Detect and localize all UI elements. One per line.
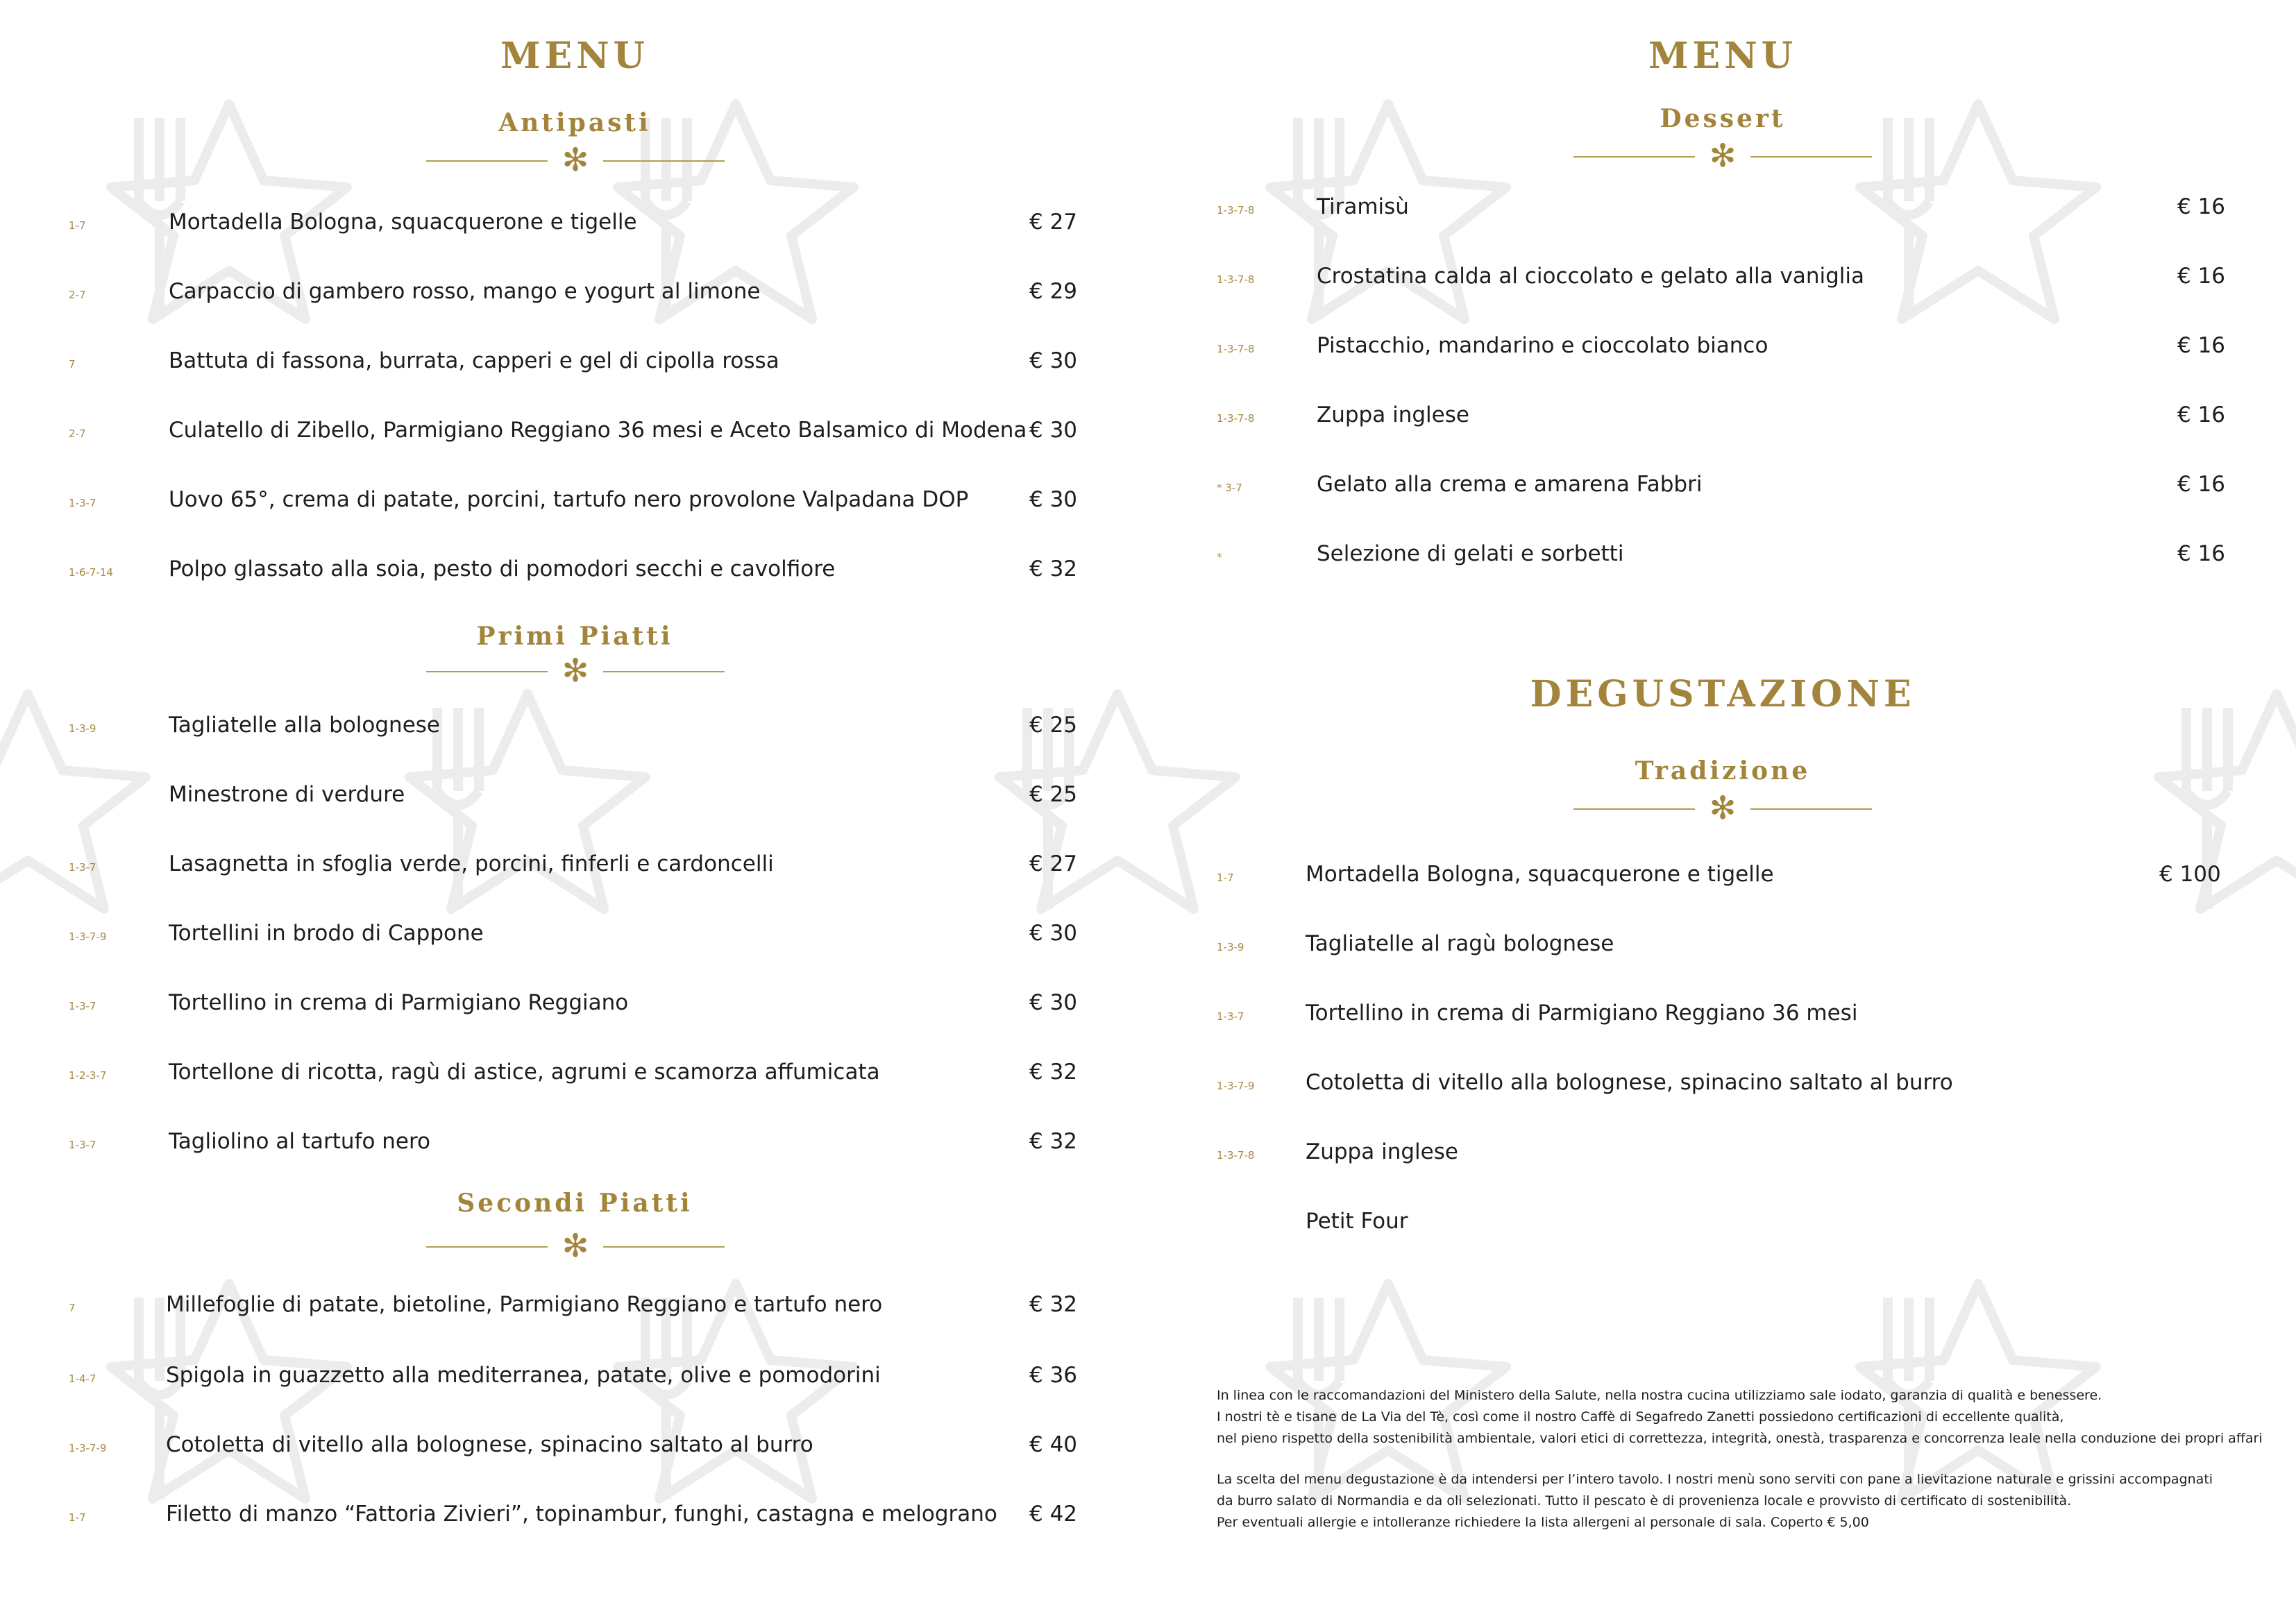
dish-name: Lasagnetta in sfoglia verde, porcini, finferli e cardoncelli bbox=[169, 851, 774, 876]
dessert-item-row bbox=[1217, 264, 2274, 298]
allergen-code: 1-3-7-8 bbox=[1217, 273, 1255, 286]
dish-name: Mortadella Bologna, squacquerone e tigelle bbox=[1306, 862, 1774, 887]
dish-name: Culatello di Zibello, Parmigiano Reggiano 36 mesi e Aceto Balsamico di Modena bbox=[169, 418, 1027, 443]
dish-price: € 40 bbox=[1029, 1432, 1078, 1457]
tasting-item-row bbox=[1217, 931, 2256, 966]
dish-price: € 32 bbox=[1029, 1060, 1078, 1085]
menu-item-row bbox=[69, 348, 1126, 383]
allergen-code: 1-3-7 bbox=[69, 861, 96, 874]
dish-name: Spigola in guazzetto alla mediterranea, patate, olive e pomodorini bbox=[166, 1363, 881, 1388]
dish-name: Polpo glassato alla soia, pesto di pomodori secchi e cavolfiore bbox=[169, 556, 836, 581]
dish-price: € 30 bbox=[1029, 990, 1078, 1015]
allergen-code: 1-3-7 bbox=[69, 1000, 96, 1012]
allergen-code: 1-3-9 bbox=[1217, 941, 1244, 953]
menu-item-row bbox=[69, 921, 1126, 955]
allergen-code: 1-3-7 bbox=[1217, 1010, 1244, 1023]
allergen-code: 1-3-7-8 bbox=[1217, 204, 1255, 216]
dish-name: Uovo 65°, crema di patate, porcini, tartufo nero provolone Valpadana DOP bbox=[169, 487, 969, 512]
dish-name: Pistacchio, mandarino e cioccolato bianco bbox=[1317, 333, 1769, 358]
dish-name: Selezione di gelati e sorbetti bbox=[1317, 541, 1624, 566]
dessert-item-row bbox=[1217, 472, 2274, 507]
dish-price: € 30 bbox=[1029, 348, 1078, 373]
allergen-code: 1-2-3-7 bbox=[69, 1069, 107, 1082]
dish-name: Tortellone di ricotta, ragù di astice, agrumi e scamorza affumicata bbox=[169, 1060, 880, 1085]
tasting-item-row bbox=[1217, 862, 2256, 897]
dish-price: € 16 bbox=[2177, 472, 2226, 497]
dish-price: € 16 bbox=[2177, 541, 2226, 566]
tasting-item-row bbox=[1217, 1070, 2256, 1105]
dish-name: Tagliatelle al ragù bolognese bbox=[1306, 931, 1614, 956]
allergen-code: * bbox=[1217, 551, 1222, 563]
note-line: I nostri tè e tisane de La Via del Tè, così come il nostro Caffè di Segafredo Zanetti possiedono certificazioni di eccellente qualità, bbox=[1217, 1409, 2064, 1425]
note-line: da burro salato di Normandia e da oli selezionati. Tutto il pescato è di provenienza locale e provvisto di certificato di sostenibilità. bbox=[1217, 1493, 2072, 1509]
menu-item-row bbox=[69, 713, 1126, 747]
dish-price: € 32 bbox=[1029, 556, 1078, 581]
menu-item-row bbox=[69, 1432, 1126, 1467]
dessert-item-row bbox=[1217, 333, 2274, 368]
dish-price: € 42 bbox=[1029, 1502, 1078, 1527]
dish-name: Tortellino in crema di Parmigiano Reggiano 36 mesi bbox=[1306, 1001, 1858, 1026]
menu-item-row bbox=[69, 487, 1126, 522]
watermark-fork-star-icon bbox=[2138, 680, 2296, 958]
section-title-primi: Primi Piatti bbox=[476, 622, 673, 651]
section-divider bbox=[426, 652, 725, 689]
footer-notes bbox=[1217, 1385, 2272, 1533]
menu-item-row bbox=[69, 1060, 1126, 1094]
dish-price: € 16 bbox=[2177, 264, 2226, 289]
dish-price: € 30 bbox=[1029, 487, 1078, 512]
dessert-item-row bbox=[1217, 194, 2274, 229]
menu-item-row bbox=[69, 556, 1126, 591]
dish-name: Minestrone di verdure bbox=[169, 782, 405, 807]
allergen-code: 1-3-7-8 bbox=[1217, 343, 1255, 355]
allergen-code: 1-6-7-14 bbox=[69, 566, 113, 579]
dish-price: € 25 bbox=[1029, 713, 1078, 738]
menu-item-row bbox=[69, 782, 1126, 817]
dish-price: € 16 bbox=[2177, 402, 2226, 427]
asterisk-ornament-icon: ✻ bbox=[562, 141, 589, 178]
allergen-code: 1-4-7 bbox=[69, 1373, 96, 1385]
dish-name: Crostatina calda al cioccolato e gelato alla vaniglia bbox=[1317, 264, 1864, 289]
dish-price: € 36 bbox=[1029, 1363, 1078, 1388]
allergen-code: 1-3-7-8 bbox=[1217, 1149, 1255, 1162]
dish-price: € 25 bbox=[1029, 782, 1078, 807]
allergen-code: 7 bbox=[69, 1302, 76, 1314]
dish-price: € 30 bbox=[1029, 418, 1078, 443]
dish-price: € 30 bbox=[1029, 921, 1078, 946]
note-line: In linea con le raccomandazioni del Ministero della Salute, nella nostra cucina utilizziamo sale iodato, garanzia di qualità e benessere. bbox=[1217, 1388, 2102, 1403]
dish-price: € 16 bbox=[2177, 333, 2226, 358]
left-menu-title: MENU bbox=[500, 35, 650, 77]
note-line: La scelta del menu degustazione è da intendersi per l’intero tavolo. I nostri menù sono serviti con pane a lievitazione naturale e grissini accompagnati bbox=[1217, 1472, 2213, 1487]
allergen-code: 2-7 bbox=[69, 427, 86, 440]
tasting-item-row bbox=[1217, 1139, 2256, 1174]
right-menu-title: MENU bbox=[1648, 35, 1798, 77]
menu-item-row bbox=[69, 1502, 1126, 1536]
dish-name: Tortellino in crema di Parmigiano Reggiano bbox=[169, 990, 629, 1015]
section-divider bbox=[1573, 137, 1872, 174]
asterisk-ornament-icon: ✻ bbox=[1709, 789, 1737, 826]
menu-item-row bbox=[69, 418, 1126, 452]
dish-price: € 16 bbox=[2177, 194, 2226, 219]
dish-name: Cotoletta di vitello alla bolognese, spinacino saltato al burro bbox=[166, 1432, 813, 1457]
dish-name: Tiramisù bbox=[1317, 194, 1409, 219]
tasting-item-row bbox=[1217, 1001, 2256, 1035]
note-line: Per eventuali allergie e intolleranze richiedere la lista allergeni al personale di sala. Coperto € 5,00 bbox=[1217, 1515, 1869, 1530]
menu-item-row bbox=[69, 210, 1126, 244]
dish-name: Tagliolino al tartufo nero bbox=[169, 1129, 431, 1154]
dish-name: Carpaccio di gambero rosso, mango e yogurt al limone bbox=[169, 279, 761, 304]
allergen-code: * 3-7 bbox=[1217, 482, 1242, 494]
dish-name: Battuta di fassona, burrata, capperi e gel di cipolla rossa bbox=[169, 348, 779, 373]
dish-price: € 100 bbox=[2159, 862, 2221, 887]
dish-price: € 32 bbox=[1029, 1292, 1078, 1317]
dish-name: Petit Four bbox=[1306, 1209, 1408, 1234]
menu-item-row bbox=[69, 990, 1126, 1025]
dish-name: Zuppa inglese bbox=[1306, 1139, 1458, 1164]
dish-price: € 27 bbox=[1029, 851, 1078, 876]
dessert-item-row bbox=[1217, 402, 2274, 437]
section-divider bbox=[426, 141, 725, 178]
section-title-secondi: Secondi Piatti bbox=[457, 1189, 693, 1218]
dish-name: Gelato alla crema e amarena Fabbri bbox=[1317, 472, 1703, 497]
degustazione-title: DEGUSTAZIONE bbox=[1530, 673, 1916, 715]
asterisk-ornament-icon: ✻ bbox=[562, 1227, 589, 1264]
dish-name: Millefoglie di patate, bietoline, Parmigiano Reggiano e tartufo nero bbox=[166, 1292, 883, 1317]
allergen-code: 1-3-9 bbox=[69, 722, 96, 735]
asterisk-ornament-icon: ✻ bbox=[562, 652, 589, 689]
menu-item-row bbox=[69, 1363, 1126, 1397]
tasting-item-row bbox=[1217, 1209, 2256, 1243]
dish-name: Tortellini in brodo di Cappone bbox=[169, 921, 484, 946]
menu-item-row bbox=[69, 279, 1126, 314]
dessert-item-row bbox=[1217, 541, 2274, 576]
menu-item-row bbox=[69, 1292, 1126, 1327]
section-title-tradizione: Tradizione bbox=[1635, 756, 1811, 785]
dish-name: Tagliatelle alla bolognese bbox=[169, 713, 440, 738]
allergen-code: 1-3-7-9 bbox=[1217, 1080, 1255, 1092]
allergen-code: 1-3-7 bbox=[69, 497, 96, 509]
allergen-code: 1-7 bbox=[69, 1511, 86, 1524]
note-line: nel pieno rispetto della sostenibilità ambientale, valori etici di correttezza, integrità, onestà, trasparenza e concorrenza leale nella conduzione dei propri affari bbox=[1217, 1431, 2263, 1446]
allergen-code: 1-3-7-9 bbox=[69, 1442, 107, 1454]
allergen-code: 1-7 bbox=[1217, 872, 1234, 884]
dish-name: Mortadella Bologna, squacquerone e tigelle bbox=[169, 210, 637, 235]
dish-price: € 29 bbox=[1029, 279, 1078, 304]
section-divider bbox=[426, 1227, 725, 1264]
dish-name: Zuppa inglese bbox=[1317, 402, 1469, 427]
section-title-dessert: Dessert bbox=[1660, 104, 1786, 133]
menu-item-row bbox=[69, 851, 1126, 886]
allergen-code: 1-3-7-9 bbox=[69, 931, 107, 943]
dish-price: € 27 bbox=[1029, 210, 1078, 235]
allergen-code: 2-7 bbox=[69, 289, 86, 301]
menu-item-row bbox=[69, 1129, 1126, 1164]
allergen-code: 1-7 bbox=[69, 219, 86, 232]
allergen-code: 1-3-7 bbox=[69, 1139, 96, 1151]
dish-name: Filetto di manzo “Fattoria Zivieri”, topinambur, funghi, castagna e melograno bbox=[166, 1502, 997, 1527]
section-title-antipasti: Antipasti bbox=[498, 108, 651, 137]
dish-price: € 32 bbox=[1029, 1129, 1078, 1154]
section-divider bbox=[1573, 789, 1872, 826]
dish-name: Cotoletta di vitello alla bolognese, spinacino saltato al burro bbox=[1306, 1070, 1953, 1095]
asterisk-ornament-icon: ✻ bbox=[1709, 137, 1737, 174]
allergen-code: 1-3-7-8 bbox=[1217, 412, 1255, 425]
allergen-code: 7 bbox=[69, 358, 76, 371]
